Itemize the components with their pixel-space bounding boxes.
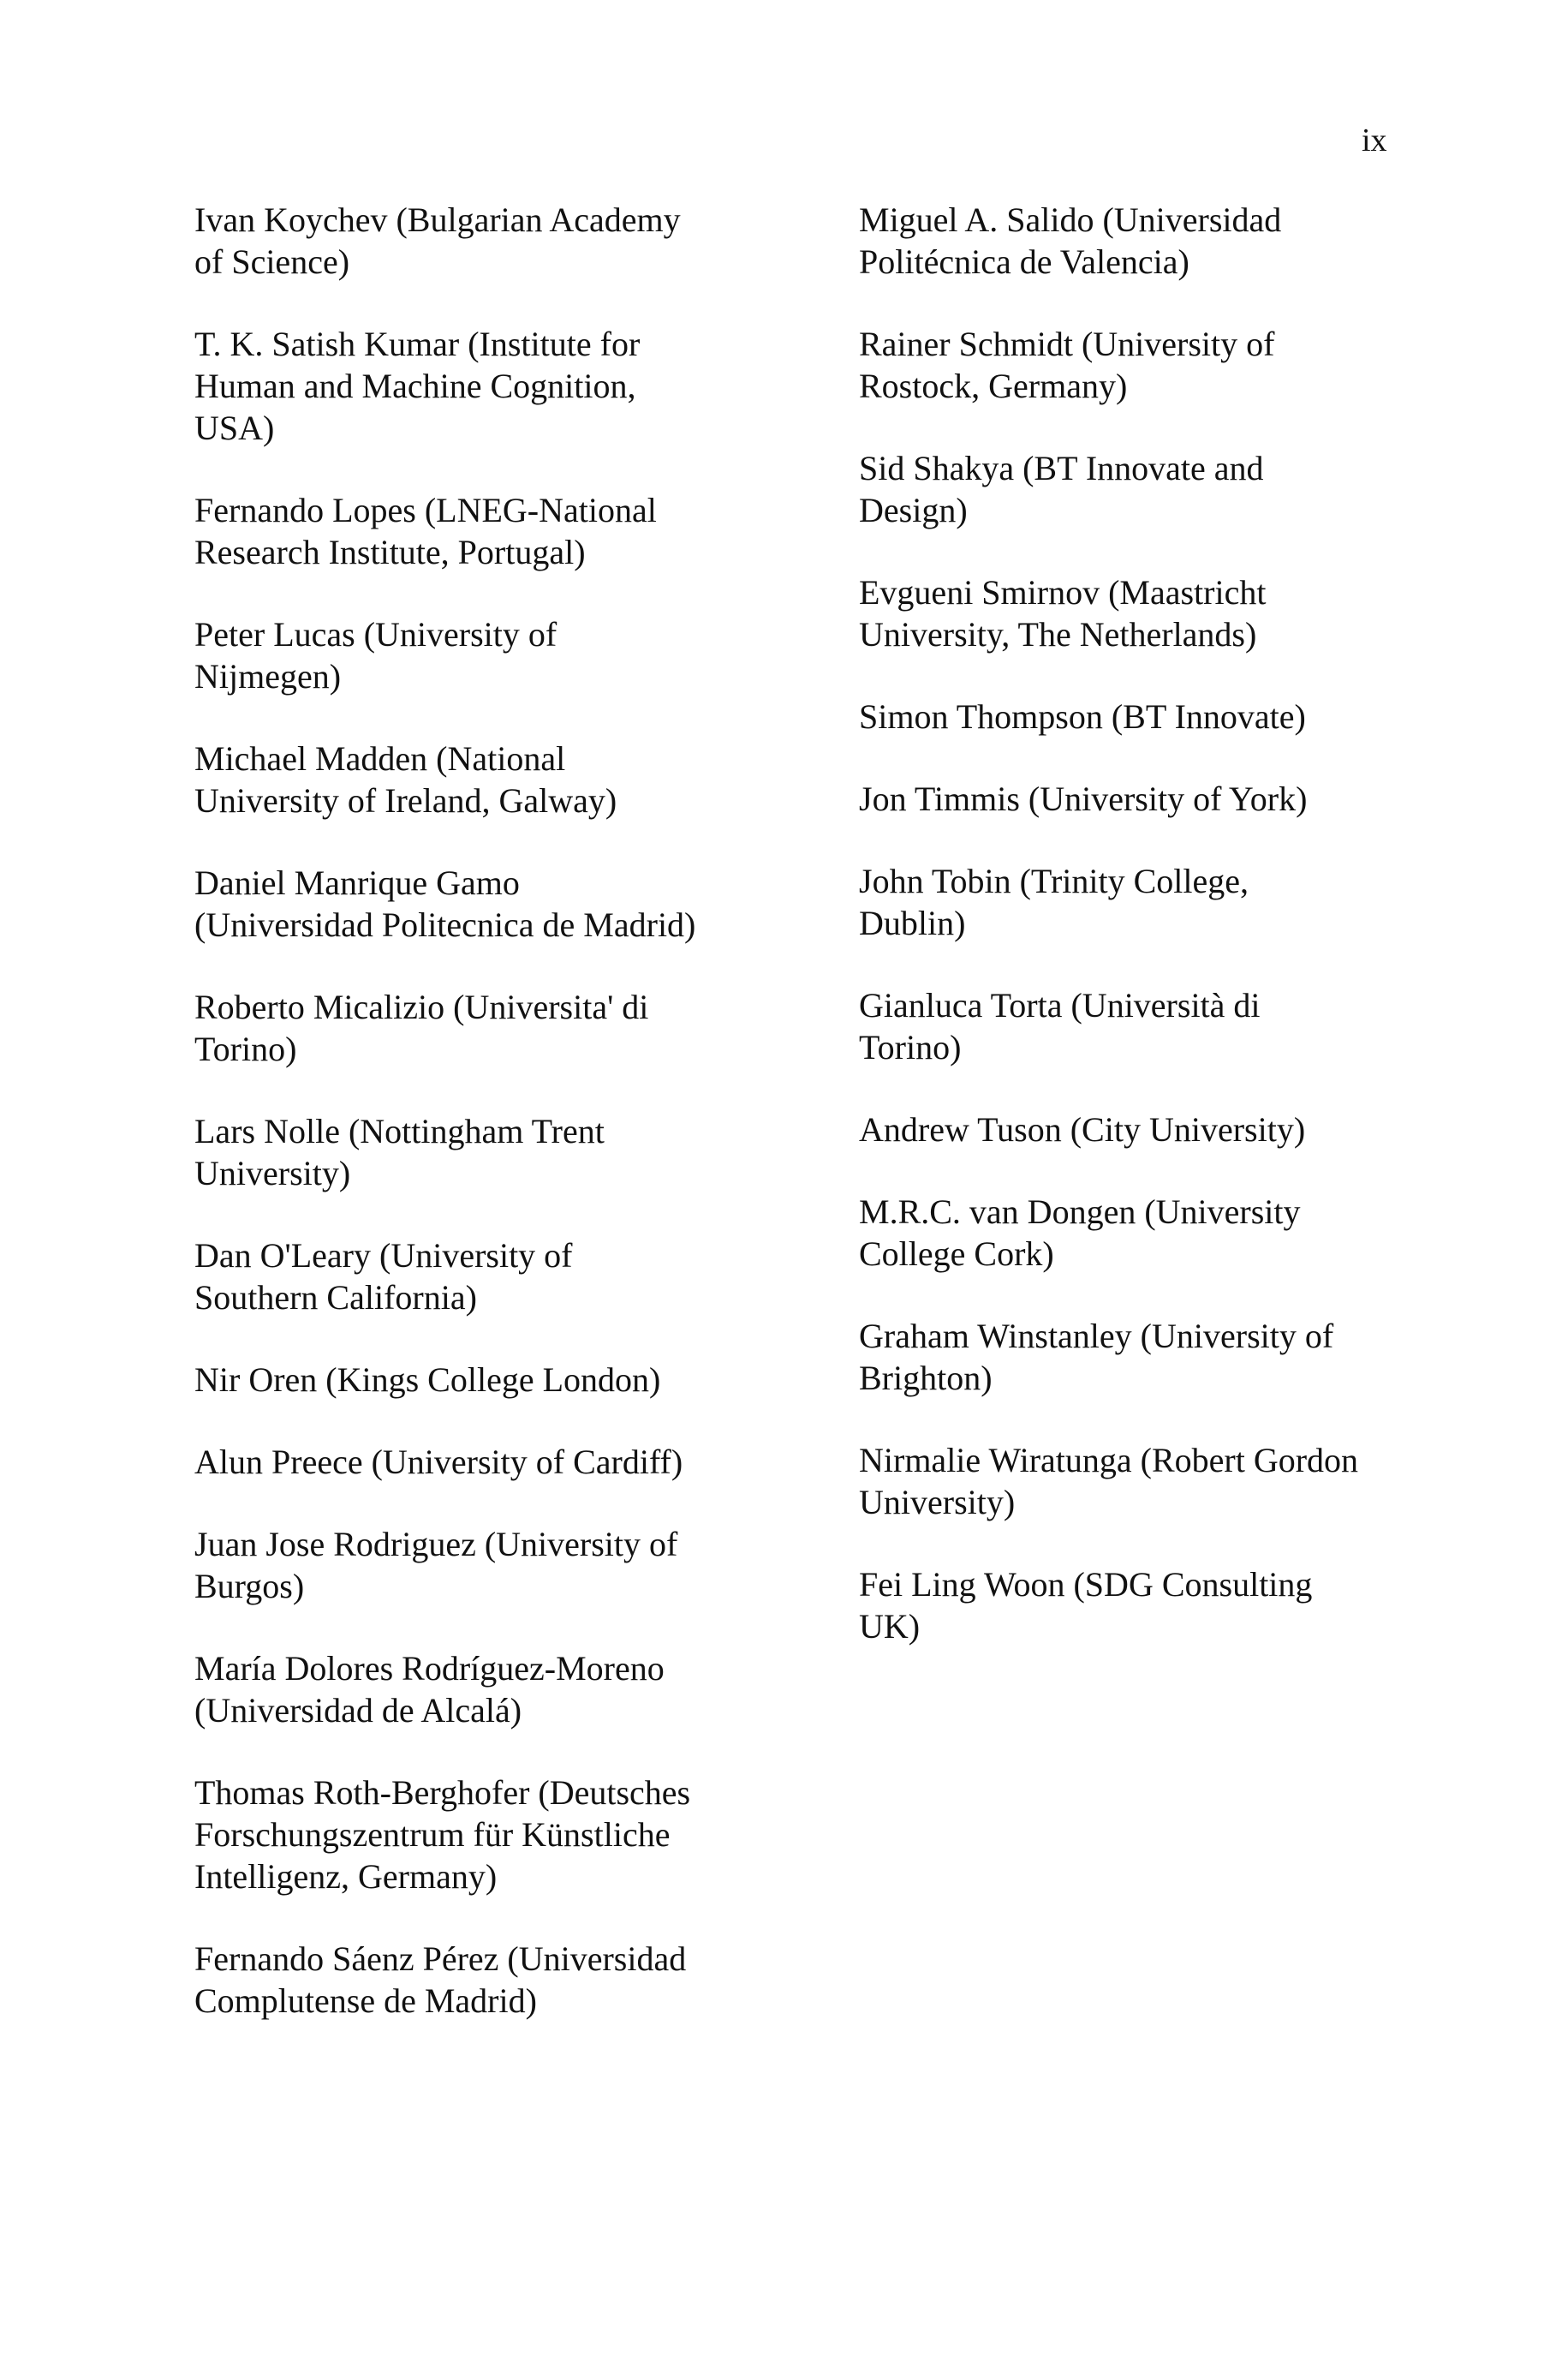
committee-member: Simon Thompson (BT Innovate) — [859, 697, 1306, 736]
committee-member: Gianluca Torta (Università di Torino) — [859, 986, 1261, 1067]
committee-member: Fei Ling Woon (SDG Consulting UK) — [859, 1565, 1313, 1646]
committee-member: Miguel A. Salido (Universidad Politécnica de Valencia) — [859, 200, 1282, 281]
committee-member: Nirmalie Wiratunga (Robert Gordon University) — [859, 1441, 1359, 1521]
committee-member: Nir Oren (Kings College London) — [194, 1360, 661, 1399]
right-column — [859, 199, 1424, 1688]
committee-member: Roberto Micalizio (Universita' di Torino) — [194, 988, 649, 1068]
committee-member: Fernando Lopes (LNEG-National Research Institute, Portugal) — [194, 491, 657, 571]
left-column — [194, 199, 742, 2062]
committee-member: Sid Shakya (BT Innovate and Design) — [859, 449, 1264, 529]
committee-member: Michael Madden (National University of Ireland, Galway) — [194, 739, 617, 820]
committee-member: Juan Jose Rodriguez (University of Burgos) — [194, 1525, 678, 1605]
committee-member: Evgueni Smirnov (Maastricht University, The Netherlands) — [859, 573, 1267, 654]
committee-member: T. K. Satish Kumar (Institute for Human and Machine Cognition, USA) — [194, 325, 641, 447]
committee-member: Jon Timmis (University of York) — [859, 780, 1308, 818]
committee-member: Alun Preece (University of Cardiff) — [194, 1443, 683, 1481]
committee-member: Graham Winstanley (University of Brighton) — [859, 1317, 1334, 1397]
committee-member: María Dolores Rodríguez-Moreno (Universidad de Alcalá) — [194, 1649, 665, 1730]
committee-member: John Tobin (Trinity College, Dublin) — [859, 862, 1249, 942]
committee-member: Daniel Manrique Gamo (Universidad Politecnica de Madrid) — [194, 863, 696, 944]
committee-member: Lars Nolle (Nottingham Trent University) — [194, 1112, 605, 1192]
committee-member: Andrew Tuson (City University) — [859, 1110, 1306, 1149]
committee-member: Ivan Koychev (Bulgarian Academy of Science) — [194, 200, 681, 281]
committee-member: Thomas Roth-Berghofer (Deutsches Forschungszentrum für Künstliche Intelligenz, Germany) — [194, 1773, 691, 1896]
page-number: ix — [1362, 122, 1387, 158]
committee-member: Fernando Sáenz Pérez (Universidad Complutense de Madrid) — [194, 1939, 687, 2020]
committee-member: M.R.C. van Dongen (University College Cork) — [859, 1192, 1301, 1273]
committee-member: Peter Lucas (University of Nijmegen) — [194, 615, 557, 696]
committee-member: Dan O'Leary (University of Southern California) — [194, 1236, 573, 1317]
committee-member: Rainer Schmidt (University of Rostock, Germany) — [859, 325, 1275, 405]
